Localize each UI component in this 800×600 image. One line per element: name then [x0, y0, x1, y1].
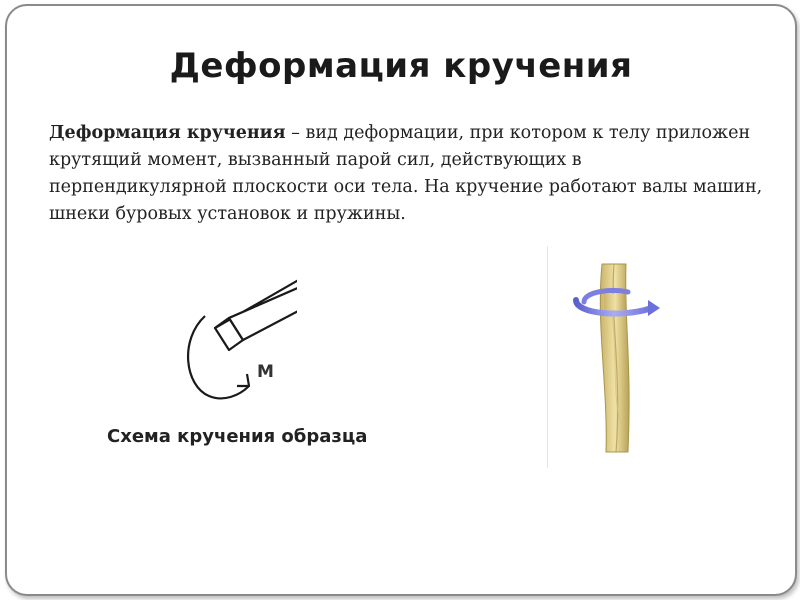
- slide: [5, 4, 797, 596]
- moment-arrowhead: [237, 374, 249, 386]
- slide-title: Деформация кручения: [169, 46, 633, 86]
- torsion-schematic: [177, 268, 297, 408]
- diagram-caption: Схема кручения образца: [107, 426, 368, 447]
- definition-text: – вид деформации, при котором к телу приложен крутящий момент, вызванный парой сил, действующих в перпендикулярной плоскости оси тела. На кручение работают валы машин, шнеки буровых установок и пружины.: [49, 123, 763, 224]
- description-paragraph: [49, 120, 764, 228]
- divider: [547, 246, 548, 468]
- twisted-shaft-illustration: [562, 256, 672, 461]
- rotation-arrowhead: [648, 300, 660, 316]
- moment-label: M: [257, 362, 274, 382]
- term-bold: Деформация кручения: [49, 123, 286, 143]
